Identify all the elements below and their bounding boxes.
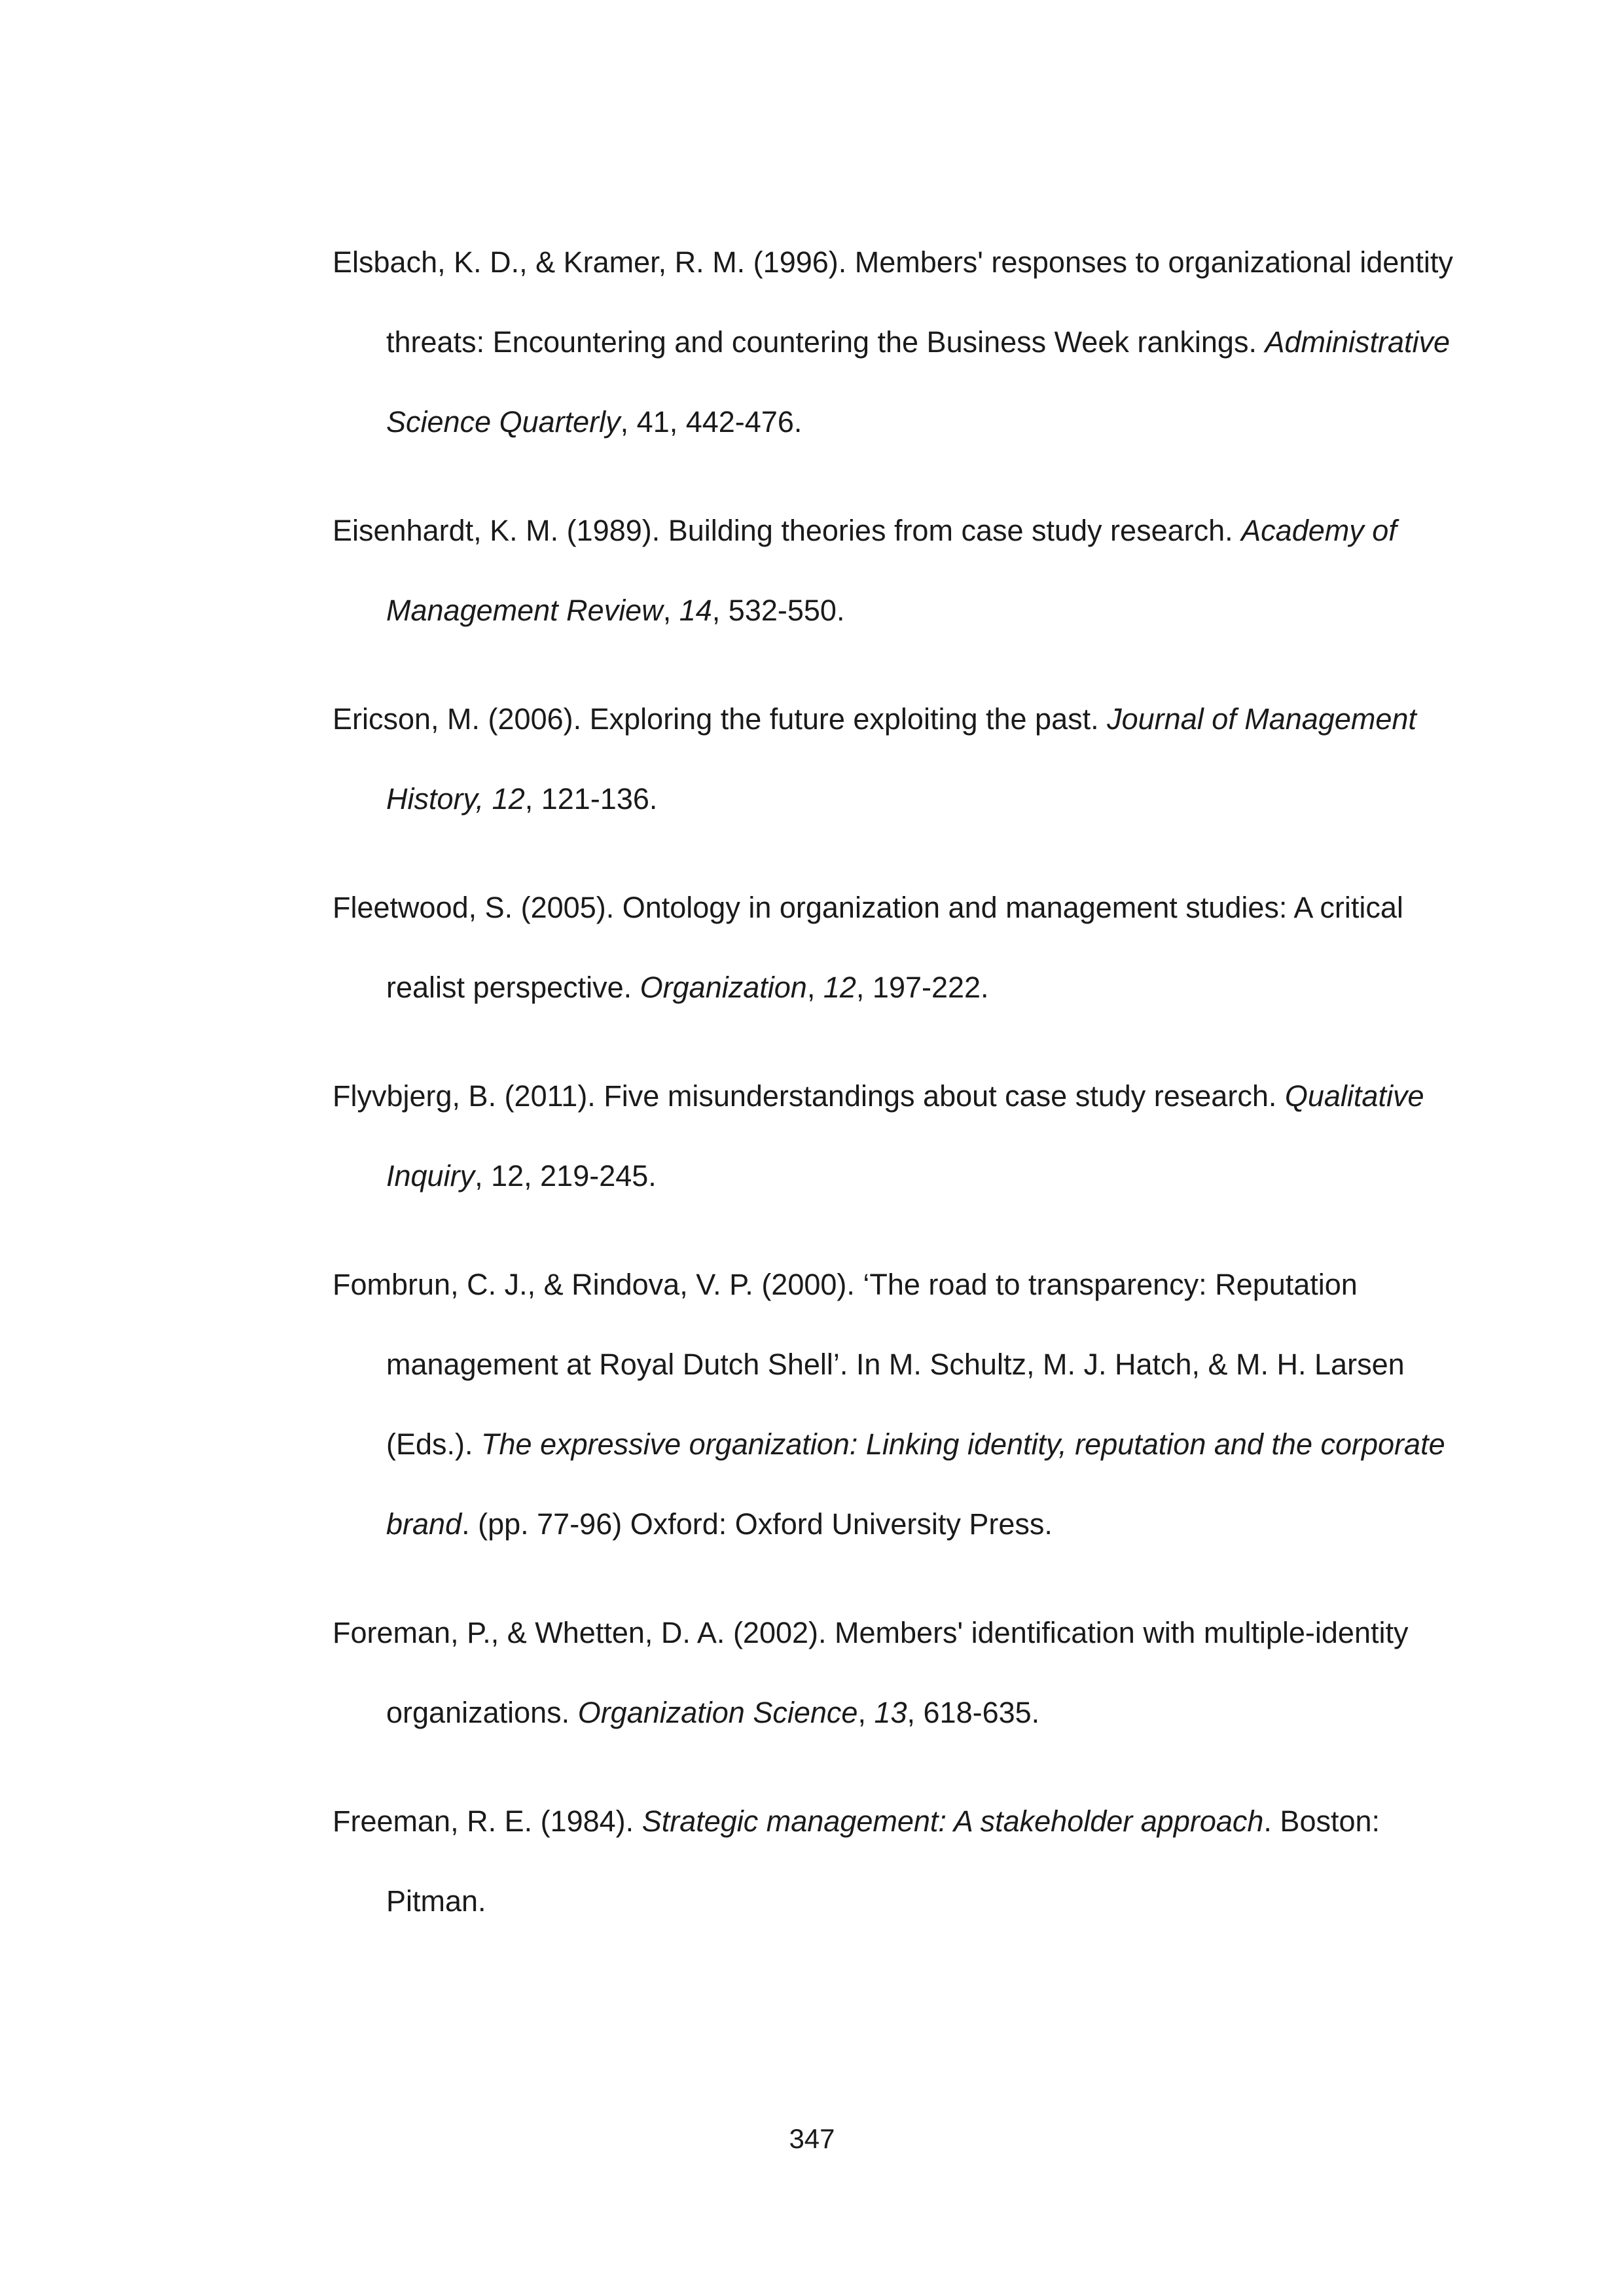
reference-entry <box>333 679 1458 839</box>
reference-text: , 532-550. <box>712 594 845 627</box>
reference-text: , <box>662 594 679 627</box>
page-number: 347 <box>789 2123 835 2154</box>
reference-text: . (pp. 77-96) Oxford: Oxford University Press. <box>461 1507 1053 1541</box>
volume-number: 12 <box>823 971 856 1004</box>
reference-text: Elsbach, K. D., & Kramer, R. M. (1996). Members' responses to organizational identity threats: Encountering and countering the Business Week rankings. <box>333 245 1453 359</box>
journal-title: Academy of Management Review <box>386 514 1397 627</box>
reference-text: Freeman, R. E. (1984). <box>333 1804 642 1838</box>
reference-list <box>333 223 1458 1970</box>
reference-entry <box>333 223 1458 462</box>
reference-entry <box>333 1782 1458 1941</box>
reference-text: Fleetwood, S. (2005). Ontology in organization and management studies: A critical realist perspective. <box>333 891 1403 1004</box>
reference-text: , 197-222. <box>856 971 989 1004</box>
book-title: Strategic management: A stakeholder approach <box>641 1804 1264 1838</box>
journal-title: Administrative Science Quarterly <box>386 325 1451 439</box>
reference-text: , 618-635. <box>907 1696 1040 1729</box>
reference-entry <box>333 1593 1458 1753</box>
reference-text: Eisenhardt, K. M. (1989). Building theories from case study research. <box>333 514 1242 547</box>
reference-text: Fombrun, C. J., & Rindova, V. P. (2000). ‘The road to transparency: Reputation management at Royal Dutch Shell’. In M. Schultz, M. J. Hatch, & M. H. Larsen (Eds.). <box>333 1268 1405 1461</box>
journal-title: Qualitative Inquiry <box>386 1079 1424 1193</box>
reference-entry <box>333 1056 1458 1216</box>
reference-text: , <box>857 1696 875 1729</box>
volume-number: 13 <box>874 1696 907 1729</box>
journal-title: Organization <box>640 971 807 1004</box>
reference-text: , <box>806 971 823 1004</box>
reference-text: , 12, 219-245. <box>475 1159 657 1193</box>
volume-number: 14 <box>679 594 712 627</box>
reference-text: Flyvbjerg, B. (2011). Five misunderstandings about case study research. <box>333 1079 1285 1113</box>
reference-entry <box>333 1245 1458 1564</box>
reference-text: , 41, 442-476. <box>620 405 803 439</box>
reference-text: Ericson, M. (2006). Exploring the future exploiting the past. <box>333 702 1108 736</box>
reference-entry <box>333 868 1458 1028</box>
journal-title: Organization Science <box>577 1696 858 1729</box>
journal-title: Journal of Management History, 12 <box>386 702 1416 816</box>
reference-text: . Boston: Pitman. <box>386 1804 1380 1918</box>
reference-text: , 121-136. <box>524 782 658 816</box>
book-title: The expressive organization: Linking identity, reputation and the corporate brand <box>386 1427 1445 1541</box>
reference-entry <box>333 491 1458 651</box>
reference-text: Foreman, P., & Whetten, D. A. (2002). Members' identification with multiple-identity organizations. <box>333 1616 1409 1729</box>
